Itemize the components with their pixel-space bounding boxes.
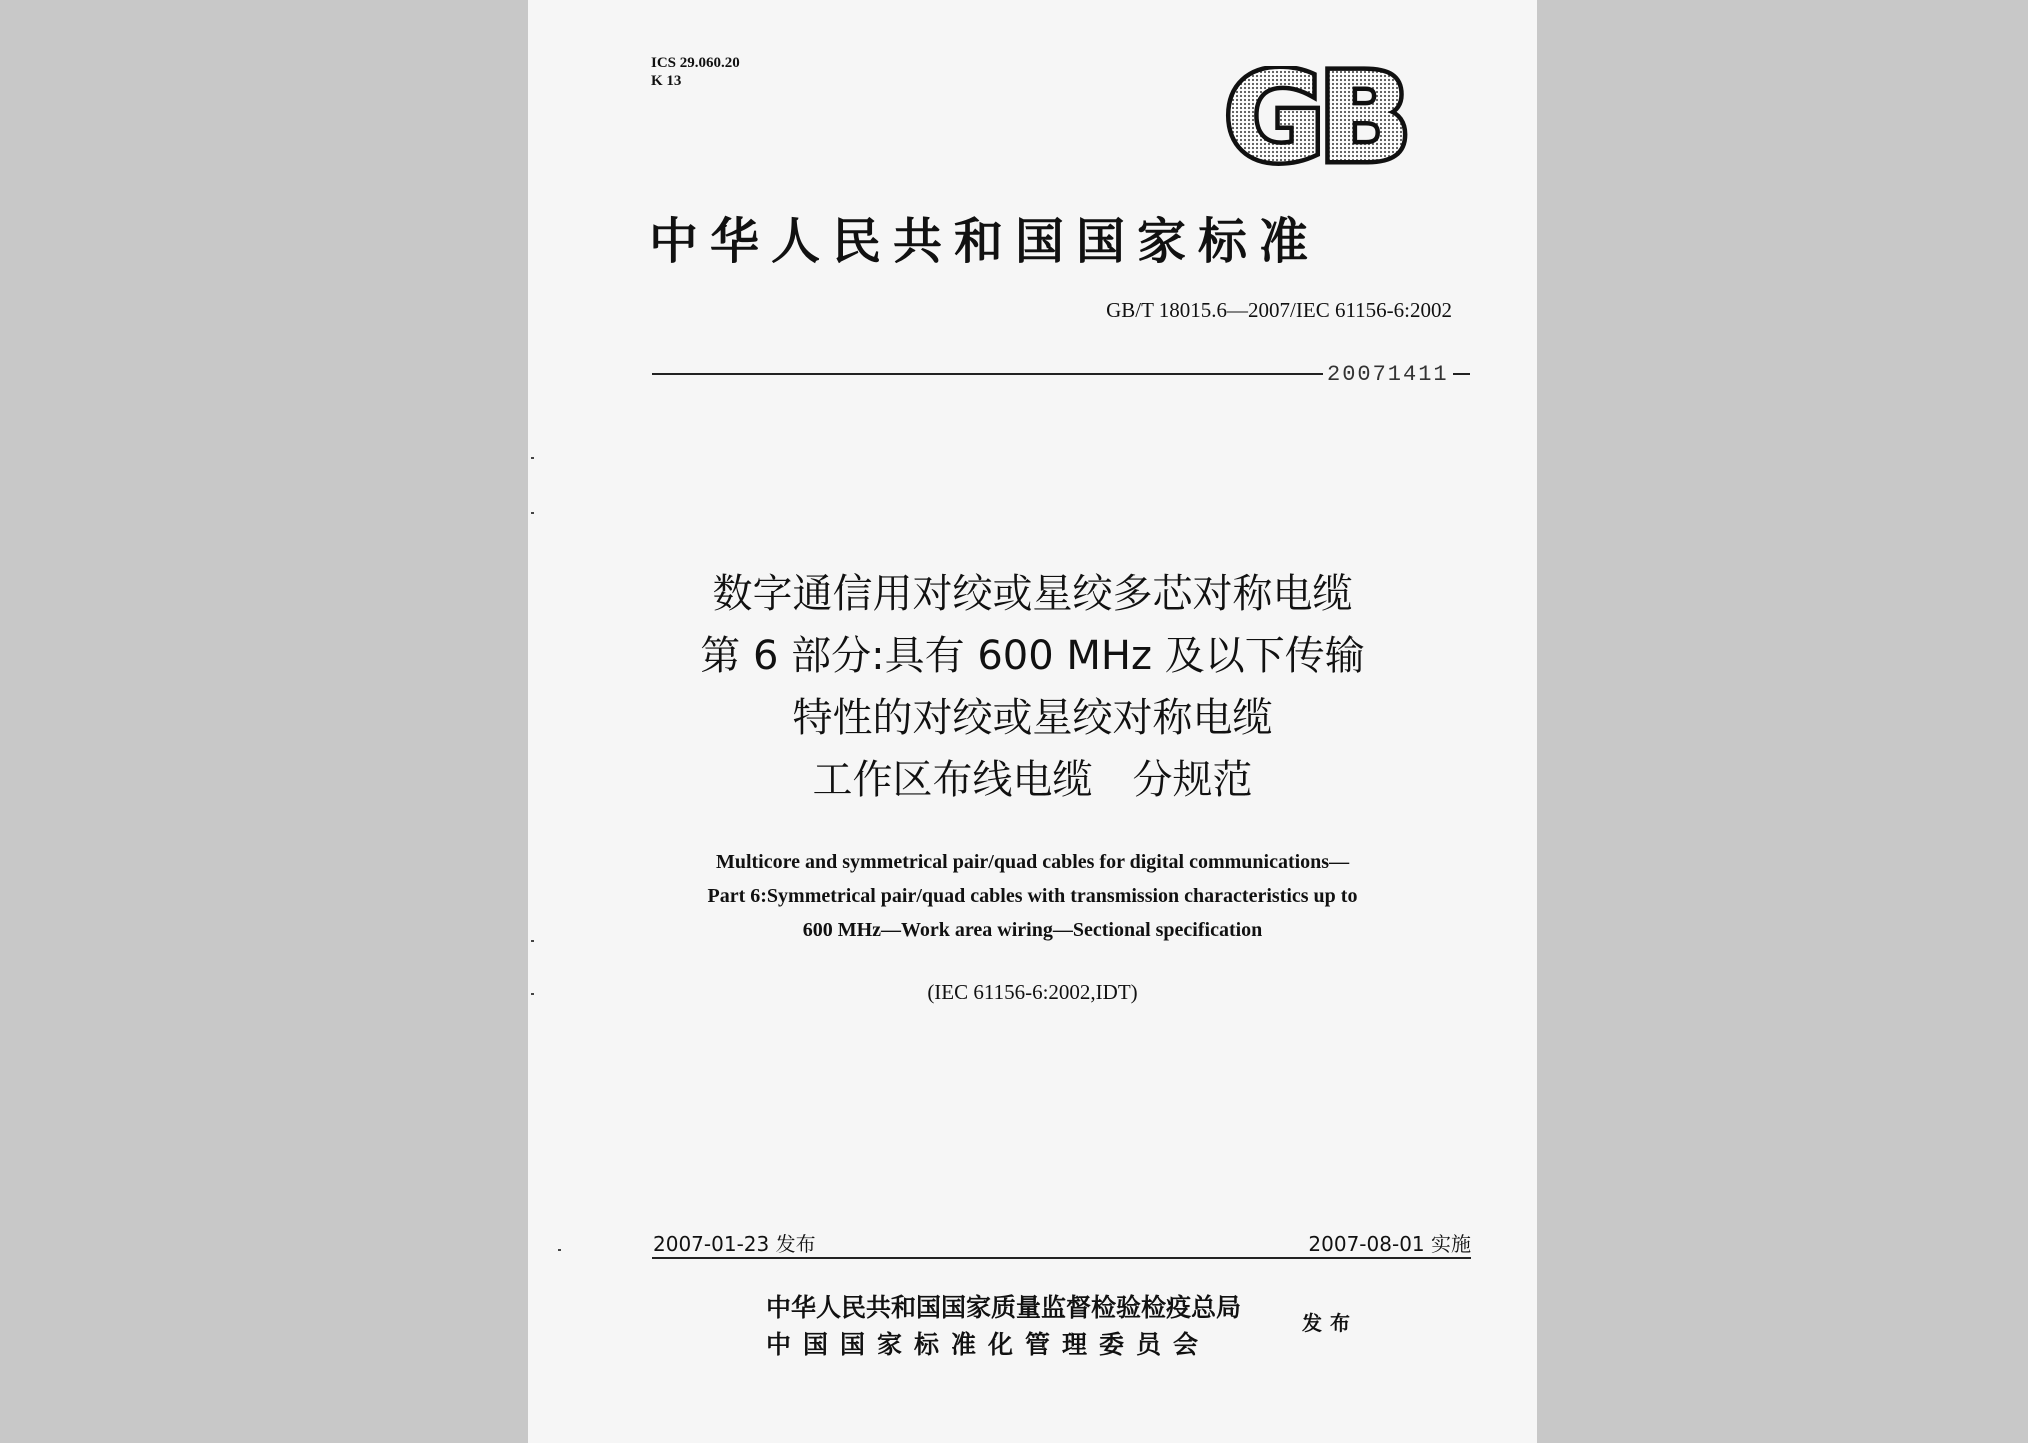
margin-mark [531, 993, 534, 995]
margin-mark [531, 512, 534, 514]
english-title-line: Part 6:Symmetrical pair/quad cables with transmission characteristics up to [707, 885, 1358, 907]
ccs-code: K 13 [651, 73, 682, 89]
gb-logo [1215, 66, 1415, 170]
standard-cover-page [528, 0, 1537, 1443]
gb-logo-letters: GB [1224, 66, 1406, 170]
chinese-title-line: 工作区布线电缆 分规范 [812, 757, 1253, 803]
chinese-title [528, 563, 1537, 811]
ics-code: ICS 29.060.20 [651, 55, 740, 71]
publish-label: 发布 [1302, 1311, 1358, 1335]
equivalence-note: (IEC 61156-6:2002,IDT) [927, 980, 1138, 1004]
chinese-title-line: 数字通信用对绞或星绞多芯对称电缆 [712, 571, 1353, 617]
chinese-title-line: 特性的对绞或星绞对称电缆 [792, 695, 1273, 741]
issue-date: 2007-01-23 发布 [653, 1232, 816, 1256]
margin-mark [558, 1249, 561, 1251]
registration-stamp: 20071411 [1323, 362, 1453, 387]
publishing-authorities [766, 1289, 1241, 1363]
margin-mark [531, 457, 534, 459]
margin-mark [531, 940, 534, 942]
english-title-line: 600 MHz—Work area wiring—Sectional specification [802, 919, 1263, 941]
english-title [528, 845, 1537, 947]
classification-codes [651, 54, 740, 90]
implementation-date: 2007-08-01 实施 [1308, 1232, 1471, 1256]
chinese-title-line: 第 6 部分:具有 600 MHz 及以下传输 [700, 633, 1365, 679]
publisher-sac: 中国国家标准化管理委员会 [766, 1330, 1211, 1359]
standard-number: GB/T 18015.6—2007/IEC 61156-6:2002 [1106, 298, 1452, 322]
footer-rule [652, 1257, 1471, 1259]
national-standard-title: 中华人民共和国国家标准 [649, 212, 1321, 270]
publisher-aqsiq: 中华人民共和国国家质量监督检验检疫总局 [766, 1293, 1242, 1322]
english-title-line: Multicore and symmetrical pair/quad cables for digital communications— [715, 851, 1350, 873]
